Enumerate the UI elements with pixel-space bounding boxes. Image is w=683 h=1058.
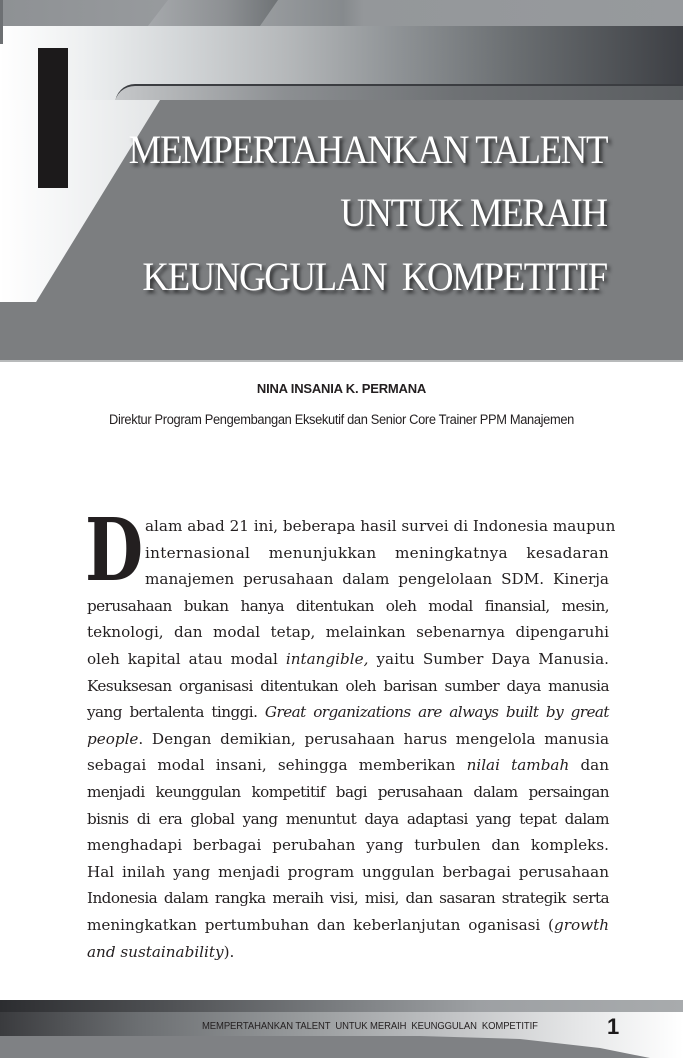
page-footer: [0, 1000, 683, 1058]
italic-quote: Great organizations are always built by great: [264, 703, 609, 722]
chapter-number-glyph-flag: [38, 48, 50, 70]
body-line: alam abad 21 ini, beberapa hasil survei di Indonesia maupun: [145, 517, 616, 535]
text-run: oleh kapital atau modal: [87, 649, 286, 668]
text-run: yang bertalenta tinggi.: [87, 703, 265, 722]
banner-left-edge: [0, 0, 3, 44]
page-number: 1: [607, 1014, 620, 1039]
body-paragraph: [85, 500, 616, 965]
body-line: internasional menunjukkan meningkatnya kesadaran: [145, 543, 609, 562]
text-run: dan: [569, 756, 609, 775]
running-title: MEMPERTAHANKAN TALENT UNTUK MERAIH KEUNGGULAN KOMPETITIF: [202, 1021, 538, 1032]
chapter-title-line-3: KEUNGGULAN KOMPETITIF: [142, 254, 607, 299]
italic-term: and sustainability: [87, 942, 224, 961]
body-line: [87, 752, 609, 779]
text-run: meningkatkan pertumbuhan dan keberlanjutan oganisasi (: [87, 915, 554, 934]
text-run: sebagai modal insani, sehingga memberikan: [87, 756, 467, 775]
italic-term: intangible,: [285, 649, 369, 668]
italic-term: nilai tambah: [466, 756, 570, 775]
body-line: bisnis di era global yang menuntut daya adaptasi yang tepat dalam: [87, 809, 609, 828]
body-line: [87, 646, 609, 673]
chapter-title-line-1: MEMPERTAHANKAN TALENT: [128, 127, 607, 172]
body-line: [87, 939, 609, 966]
body-line: Kesuksesan organisasi ditentukan oleh barisan sumber daya manusia: [87, 676, 609, 695]
text-run: . Dengan demikian, perusahaan harus mengelola manusia: [138, 729, 609, 748]
italic-quote: people: [87, 729, 139, 748]
text-run: yaitu Sumber Daya Manusia.: [368, 649, 610, 668]
body-line: manajemen perusahaan dalam pengelolaan SDM. Kinerja: [145, 570, 609, 589]
body-line: Hal inilah yang menjadi program unggulan berbagai perusahaan: [87, 862, 609, 881]
banner-top-band: [3, 0, 683, 26]
chapter-title-line-2: UNTUK MERAIH: [340, 190, 607, 235]
body-line: teknologi, dan modal tetap, melainkan sebenarnya dipengaruhi: [87, 623, 609, 642]
banner-bottom-line: [0, 360, 683, 362]
body-line: [87, 699, 609, 726]
chapter-banner: [0, 0, 683, 362]
drop-cap: D: [85, 500, 144, 601]
footer-stripe: [0, 1000, 683, 1012]
author-name: NINA INSANIA K. PERMANA: [256, 381, 427, 396]
body-line: [87, 912, 609, 939]
body-line: menjadi keunggulan kompetitif bagi perusahaan dalam persaingan: [87, 782, 609, 801]
body-line: [87, 726, 609, 753]
italic-term: growth: [553, 915, 609, 934]
banner-top-diagonal-accent: [148, 0, 278, 26]
author-role: Direktur Program Pengembangan Eksekutif dan Senior Core Trainer PPM Manajemen: [109, 412, 574, 427]
text-run: ).: [223, 942, 235, 961]
body-line: menghadapi berbagai perubahan yang turbulen dan kompleks.: [87, 836, 609, 855]
body-line: perusahaan bukan hanya ditentukan oleh modal finansial, mesin,: [87, 596, 609, 615]
body-line: Indonesia dalam rangka meraih visi, misi, dan sasaran strategik serta: [87, 889, 609, 908]
